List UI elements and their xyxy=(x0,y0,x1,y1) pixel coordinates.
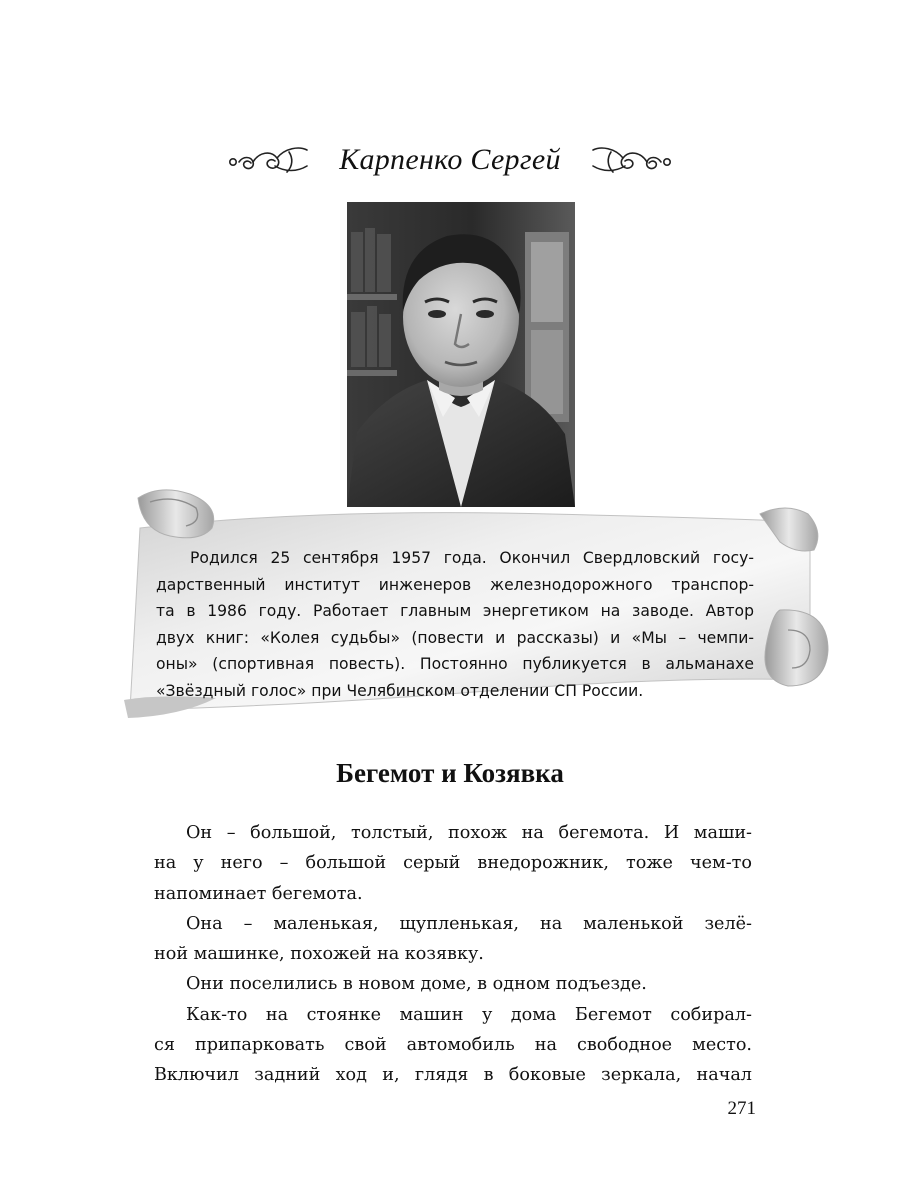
story-line: напоминает бегемота. xyxy=(154,883,363,904)
story-line: ной машинке, похожей на козявку. xyxy=(154,944,484,965)
story-body xyxy=(154,818,752,1091)
story-line: Включил задний ход и, глядя в боковые зеркала, начал xyxy=(154,1065,752,1086)
author-name: Карпенко Сергей xyxy=(339,143,561,176)
story-title: Бегемот и Козявка xyxy=(336,758,564,788)
story-line: Он – большой, толстый, похож на бегемота. И маши- xyxy=(186,823,752,843)
bio-line: дарственный институт инженеров железнодорожного транспор- xyxy=(156,575,754,594)
story-line: Как-то на стоянке машин у дома Бегемот собирал- xyxy=(186,1004,752,1025)
bio-line: Родился 25 сентября 1957 года. Окончил Свердловский госу- xyxy=(190,549,754,567)
story-line: на у него – большой серый внедорожник, тоже чем-то xyxy=(154,853,752,874)
bio-line: та в 1986 году. Работает главным энергетиком на заводе. Автор xyxy=(156,602,754,621)
story-line: Они поселились в новом доме, в одном подъезде. xyxy=(186,974,647,995)
flourish-left-icon xyxy=(223,140,313,180)
story-line: Она – маленькая, щупленькая, на маленькой зелё- xyxy=(186,913,752,934)
flourish-right-icon xyxy=(587,140,677,180)
page-number: 271 xyxy=(727,1098,756,1119)
author-bio xyxy=(156,545,754,705)
story-line: ся припарковать свой автомобиль на свободное место. xyxy=(154,1035,752,1056)
bio-line: оны» (спортивная повесть). Постоянно публикуется в альманахе xyxy=(156,655,754,674)
author-header xyxy=(0,138,900,182)
author-photo xyxy=(347,202,575,507)
bio-line: «Звёздный голос» при Челябинском отделении СП России. xyxy=(156,681,644,700)
bio-line: двух книг: «Колея судьбы» (повести и рассказы) и «Мы – чемпи- xyxy=(156,628,754,647)
